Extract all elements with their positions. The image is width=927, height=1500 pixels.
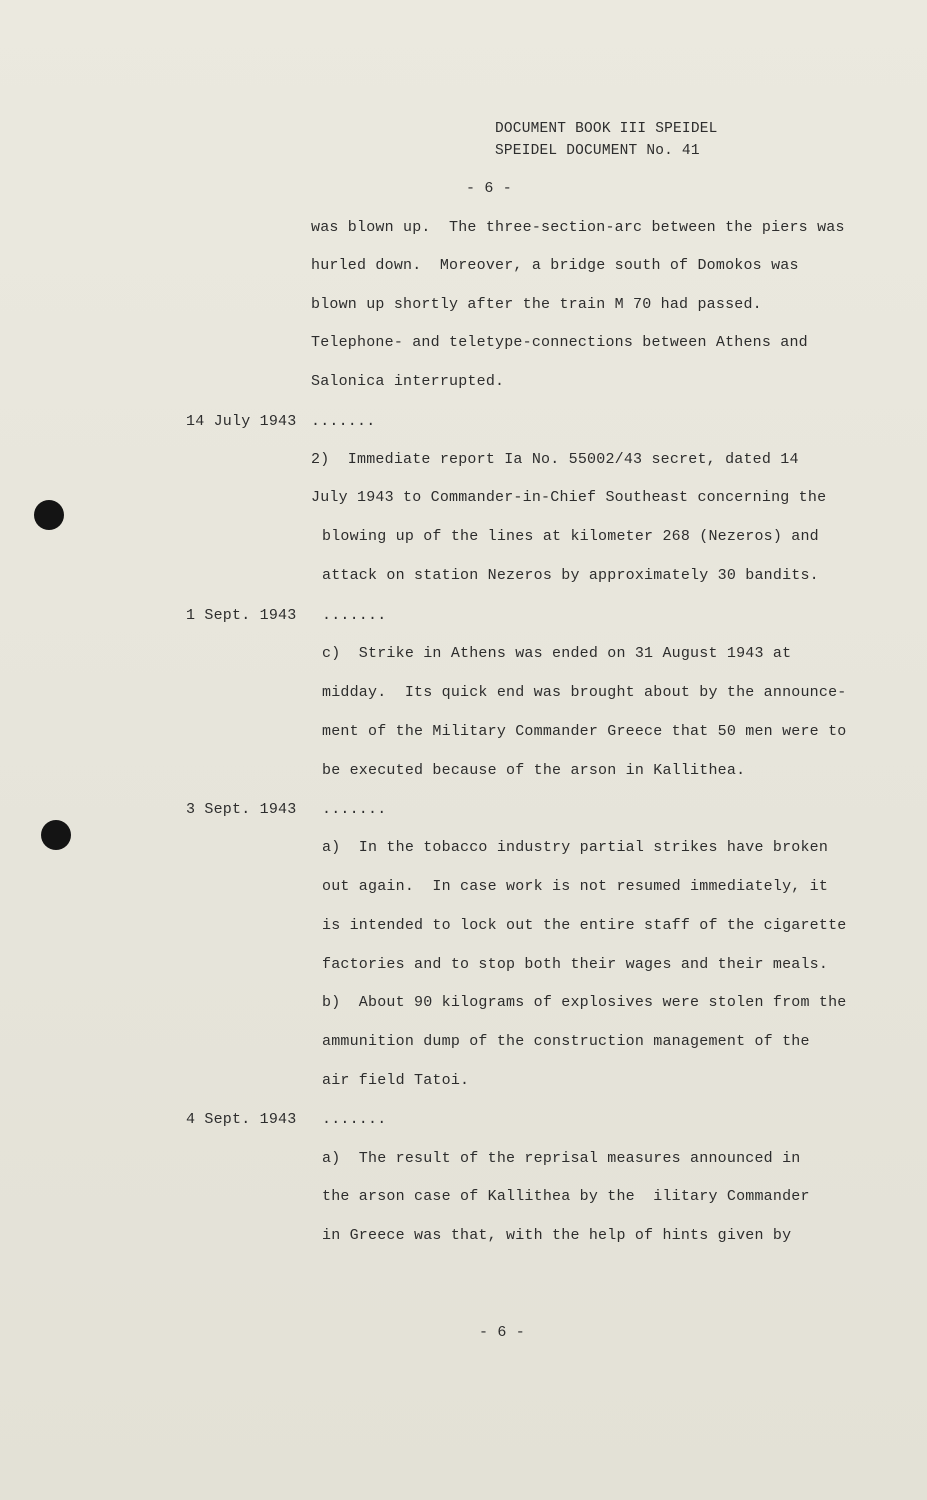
body-line: air field Tatoi. (322, 1072, 470, 1089)
body-line: out again. In case work is not resumed immediately, it (322, 878, 829, 895)
body-line: blowing up of the lines at kilometer 268 (Nezeros) and (322, 528, 819, 545)
punch-hole-lower (41, 820, 71, 850)
body-line: Telephone- and teletype-connections between Athens and (311, 334, 808, 351)
body-line: Salonica interrupted. (311, 373, 505, 390)
entry-date: 3 Sept. 1943 (186, 801, 297, 818)
page-number-top: - 6 - (466, 180, 513, 197)
entry-date: 1 Sept. 1943 (186, 607, 297, 624)
body-line: c) Strike in Athens was ended on 31 August 1943 at (322, 645, 792, 662)
body-line: ment of the Military Commander Greece that 50 men were to (322, 723, 847, 740)
entry-date: 4 Sept. 1943 (186, 1111, 297, 1128)
body-line: be executed because of the arson in Kallithea. (322, 762, 746, 779)
body-line: factories and to stop both their wages and their meals. (322, 956, 829, 973)
header-line-1: DOCUMENT BOOK III SPEIDEL (495, 121, 718, 137)
entry-dots: ....... (322, 801, 387, 818)
entry-date: 14 July 1943 (186, 413, 297, 430)
body-line: July 1943 to Commander-in-Chief Southeast concerning the (311, 489, 827, 506)
body-line: hurled down. Moreover, a bridge south of Domokos was (311, 257, 799, 274)
body-line: blown up shortly after the train M 70 had passed. (311, 296, 762, 313)
body-line: a) The result of the reprisal measures announced in (322, 1150, 801, 1167)
body-line: ammunition dump of the construction management of the (322, 1033, 810, 1050)
body-line: was blown up. The three-section-arc between the piers was (311, 219, 845, 236)
body-line: attack on station Nezeros by approximately 30 bandits. (322, 567, 819, 584)
entry-dots: ....... (322, 1111, 387, 1128)
body-line: a) In the tobacco industry partial strikes have broken (322, 839, 829, 856)
header-line-2: SPEIDEL DOCUMENT No. 41 (495, 143, 700, 159)
punch-hole-upper (34, 500, 64, 530)
entry-dots: ....... (322, 607, 387, 624)
page-number-bottom: - 6 - (479, 1324, 526, 1341)
body-line: 2) Immediate report Ia No. 55002/43 secret, dated 14 (311, 451, 799, 468)
body-line: is intended to lock out the entire staff of the cigarette (322, 917, 847, 934)
body-line: in Greece was that, with the help of hints given by (322, 1227, 792, 1244)
body-line: b) About 90 kilograms of explosives were stolen from the (322, 994, 847, 1011)
body-line: the arson case of Kallithea by the ilitary Commander (322, 1188, 810, 1205)
body-line: midday. Its quick end was brought about by the announce- (322, 684, 847, 701)
entry-dots: ....... (311, 413, 376, 430)
